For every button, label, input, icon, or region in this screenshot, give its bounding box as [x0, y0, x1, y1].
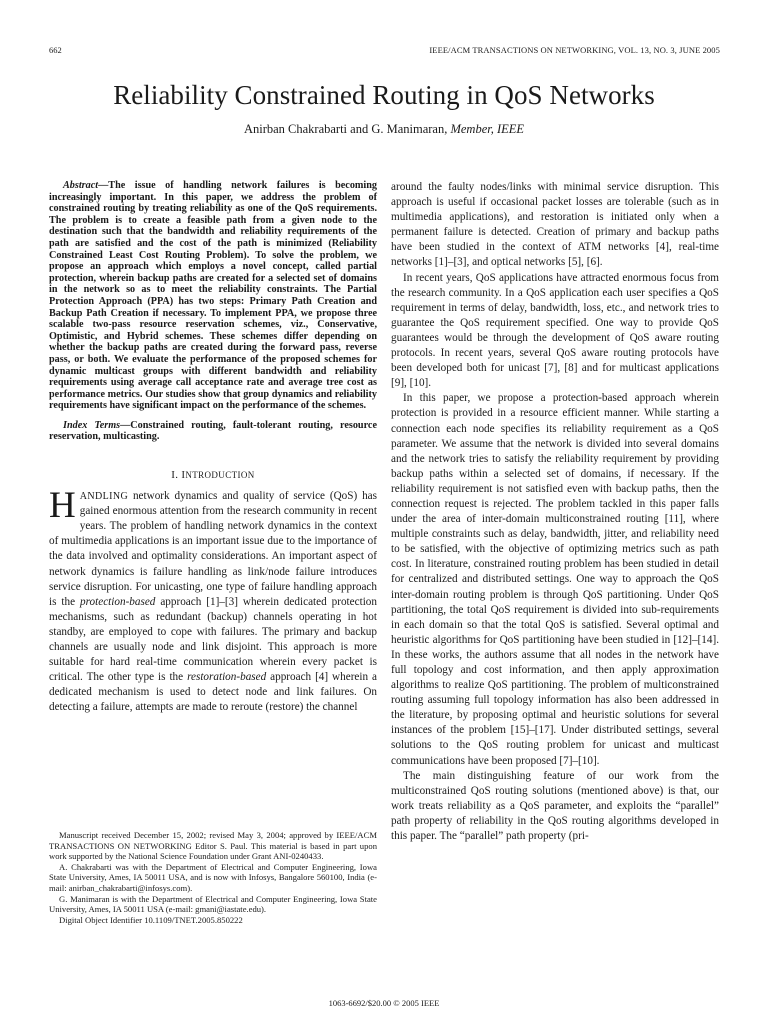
footnote-author1: A. Chakrabarti was with the Department of Electrical and Computer Engineering, Iowa State University, Ames, IA 50011 USA, and is now with Infosys, Bangalore 560100, India (e-mail: anirban_chakrabarti@infosys.com). — [49, 861, 377, 893]
abstract — [49, 180, 377, 412]
footnotes — [49, 830, 377, 925]
right-column — [391, 180, 719, 844]
section-number: I. I — [171, 469, 186, 482]
intro-text-b: approach [1]–[3] wherein dedicated protection mechanisms, such as redundant (backup) channels operating in hot standby, are employed to cope with failures. The primary and backup channels are usually node and link disjoint. This approach is more suitable for hard real-time communication wherein every packet is critical. The other type is the — [49, 595, 377, 684]
dropcap: H — [49, 485, 76, 527]
footnote-doi: Digital Object Identifier 10.1109/TNET.2005.850222 — [59, 914, 243, 925]
index-terms-text: —Constrained routing, fault-tolerant routing, resource reservation, multicasting. — [49, 419, 377, 443]
page-number: 662 — [49, 45, 62, 55]
author-affiliation: Member, IEEE — [450, 122, 525, 136]
intro-emphasis-restoration: restoration-based — [187, 671, 267, 684]
copyright-footer: 1063-6692/$20.00 © 2005 IEEE — [328, 998, 440, 1008]
section-title: NTRODUCTION — [185, 470, 255, 481]
footnote-manuscript: Manuscript received December 15, 2002; revised May 3, 2004; approved by IEEE/ACM TRANSACTIONS ON NETWORKING Editor S. Paul. This material is based in part upon work supported by the National Science Foundation under Grant ANI-0240433. — [49, 830, 377, 862]
intro-paragraph — [49, 485, 377, 715]
author-names: Anirban Chakrabarti and G. Manimaran, — [243, 122, 448, 136]
abstract-text: —The issue of handling network failures is becoming increasingly important. In this paper, we address the problem of constrained routing by treating reliability as one of the QoS requirements. The problem is to create a feasible path from a given node to the destination such that the bandwidth and reliability requirements of the path are satisfied and the cost of the path is minimized (Reliability Constrained Least Cost Routing Problem). To solve the problem, we propose an approach which employs a novel concept, called partial protection, wherein backup paths are created for a selected set of domains in the network so as to meet the reliability constraints. The Partial Protection Approach (PPA) has two steps: Primary Path Creation and Backup Path Creation if necessary. To implement PPA, we propose three scalable two-pass resource reservation schemes, viz., Conservative, Optimistic, and Hybrid schemes. These schemes differ depending on whether the backup paths are created during the forward pass, reverse pass, or both. We evaluate the performance of the proposed schemes for dynamic multicast groups with different bandwidth and reliability requirements using average call acceptance rate and average tree cost as performance metrics. Our studies show that group dynamics and reliability requirements have significant impact on the performance of the schemes. — [49, 180, 377, 412]
intro-text-a: network dynamics and quality of service (QoS) has gained enormous attention from the research community in recent years. The problem of handling network dynamics in the context of multimedia applications is an important issue due to the importance of the data involved and optimality considerations. An important aspect of network dynamics is failure handling as link/node failure introduces service disruption. For unicasting, one type of failure handling approach is the — [49, 490, 377, 608]
right-paragraph-1: around the faulty nodes/links with minimal service disruption. This approach is useful if occasional packet losses are tolerable (such as in multimedia applications), and restoration is initiated only when a permanent failure is detected. Creation of primary and backup paths have been studied in the context of ATM networks [4], real-time networks [1]–[3], and optical networks [5], [6]. — [391, 181, 719, 269]
index-terms — [49, 420, 377, 443]
right-paragraph-3: In this paper, we propose a protection-based approach wherein protection is provided in a resource efficient manner. While starting a connection each node specifies its reliability requirement as a QoS parameter. We assume that the network is divided into several domains and the network tries to satisfy the reliability requirement by providing backup paths within a selected set of domains, if necessary. If the reliability requirement is not satisfied even with backup paths, then the connection request is rejected. The problem tackled in this paper falls under the area of inter-domain multiconstrained routing [11], where multiple constraints such as delay, bandwidth, jitter, and reliability need to be satisfied, with the objective of optimizing metrics such as path cost. In literature, constrained routing problem has been studied in detail for centralized and distributed settings. One way to approach the QoS inter-domain routing problem is through QoS partitioning. Under QoS partitioning, the total QoS requirement is divided into sub-requirements in each domain so that the total QoS is satisfied. Several optimal and heuristic algorithms for QoS partitioning have been studied in [12]–[14]. In these works, the authors assume that all nodes in the network have full topology and cost information, and then apply approximation algorithms to realize QoS partitioning. The problem of multiconstrained routing assuming full topology information has also been addressed in the literature, by proposing optimal and heuristic solutions for several instances of the problem [15]–[17]. Under distributed settings, several solutions to the QoS routing problem for unicast and multicast communications have been proposed [7]–[10]. — [391, 392, 719, 767]
intro-first-word: ANDLING — [79, 491, 129, 503]
index-terms-label: Index Terms — [63, 419, 121, 431]
authors-line — [0, 122, 768, 137]
paper-title: Reliability Constrained Routing in QoS Networks — [113, 80, 655, 110]
journal-header: IEEE/ACM TRANSACTIONS ON NETWORKING, VOL. 13, NO. 3, JUNE 2005 — [429, 45, 720, 55]
left-column — [49, 180, 377, 715]
footnote-author2: G. Manimaran is with the Department of Electrical and Computer Engineering, Iowa State University, Ames, IA 50011 USA (e-mail: gmani@iastate.edu). — [49, 893, 377, 915]
intro-emphasis-protection: protection-based — [80, 595, 156, 608]
section-heading-introduction — [49, 469, 377, 481]
abstract-label: Abstract — [63, 180, 99, 191]
right-paragraph-2: In recent years, QoS applications have attracted enormous focus from the research community. In a QoS application each user specifies a QoS requirement in terms of delay, bandwidth, loss, etc., and network tries to guarantee the QoS requirement specified. One way to provide QoS guarantees would be through the development of QoS aware routing protocols. In recent years, several QoS aware routing protocols have been developed both for unicast [7], [8] and for multicast applications [9], [10]. — [391, 271, 719, 390]
right-paragraph-4: The main distinguishing feature of our work from the multiconstrained QoS routing solutions (mentioned above) is that, our work treats reliability as a QoS parameter, and exploits the “parallel” path property of reliability in the QoS routing algorithms developed in this paper. The “parallel” path property (pri- — [391, 769, 719, 843]
intro-text-c: approach [4] wherein a dedicated mechanism is used to detect node and link failures. On detecting a failure, attempts are made to reroute (restore) the channel — [49, 671, 377, 714]
